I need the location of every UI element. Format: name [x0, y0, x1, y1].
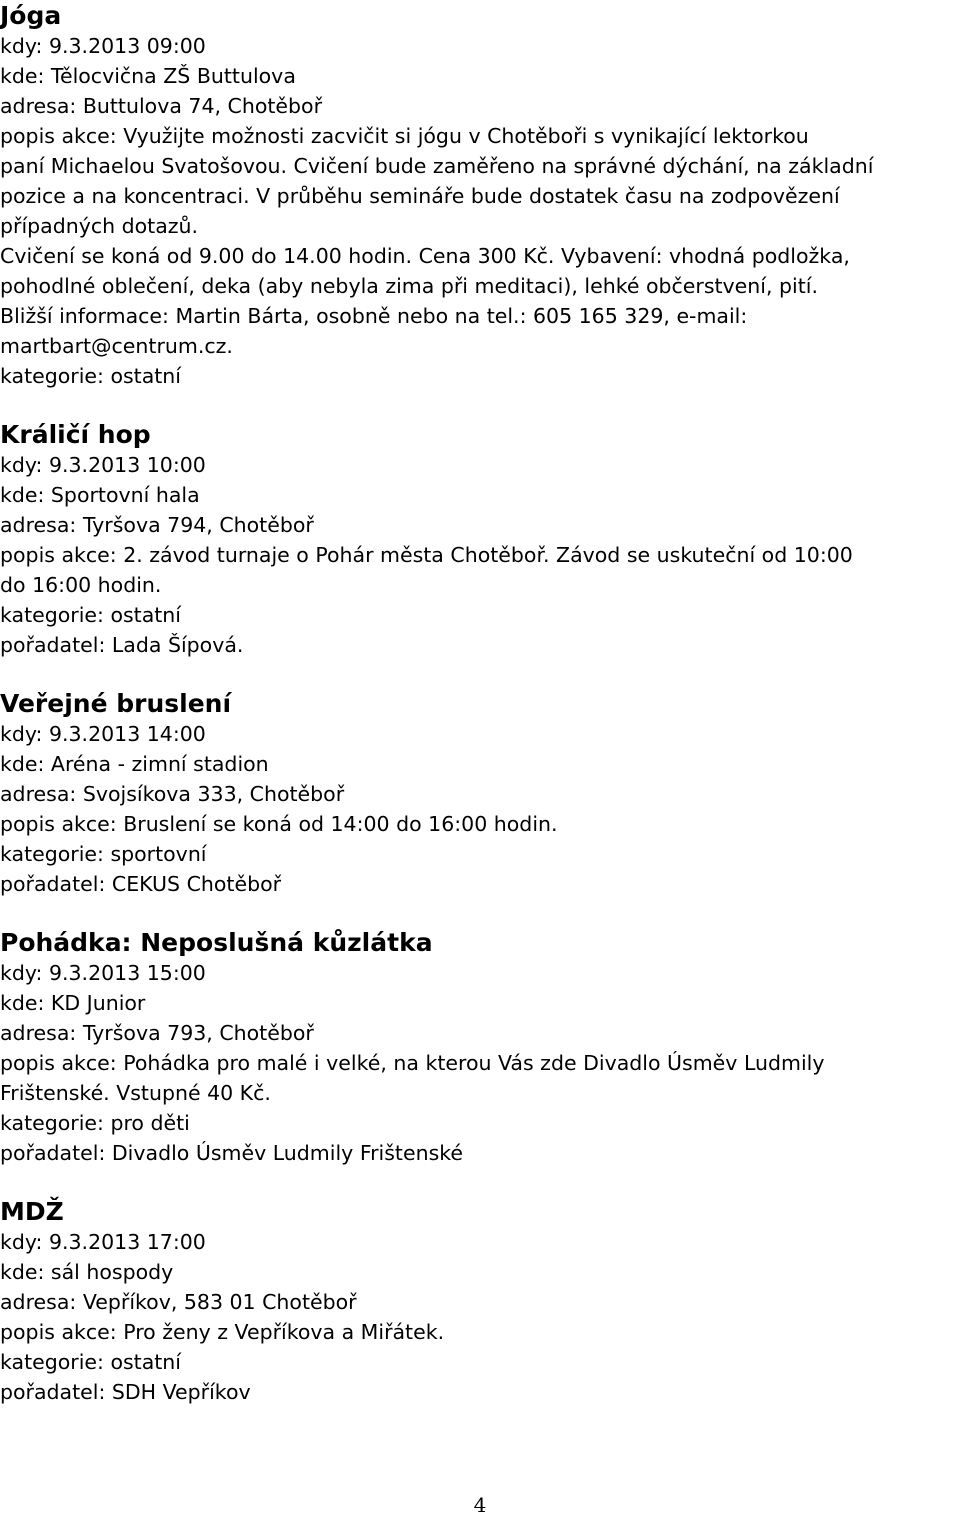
event-title: Králičí hop — [0, 420, 151, 449]
event-title: MDŽ — [0, 1197, 64, 1226]
event-title: Pohádka: Neposlušná kůzlátka — [0, 928, 433, 957]
event-description-line: paní Michaelou Svatošovou. Cvičení bude zaměřeno na správné dýchání, na základní — [0, 154, 874, 178]
event-when: kdy: 9.3.2013 10:00 — [0, 453, 206, 477]
event-description-line: Frištenské. Vstupné 40 Kč. — [0, 1081, 271, 1105]
event-rabbit-hop — [0, 419, 956, 660]
event-organizer: pořadatel: Lada Šípová. — [0, 633, 244, 657]
event-address: adresa: Tyršova 793, Chotěboř — [0, 1021, 314, 1045]
event-when: kdy: 9.3.2013 14:00 — [0, 722, 206, 746]
event-organizer: pořadatel: Divadlo Úsměv Ludmily Frištenské — [0, 1141, 464, 1165]
event-description-line: martbart@centrum.cz. — [0, 334, 233, 358]
event-description-line: do 16:00 hodin. — [0, 573, 162, 597]
event-where: kde: Sportovní hala — [0, 483, 200, 507]
event-description-line: pozice a na koncentraci. V průběhu semináře bude dostatek času na zodpovězení — [0, 184, 840, 208]
event-description-line: popis akce: 2. závod turnaje o Pohár města Chotěboř. Závod se uskuteční od 10:00 — [0, 543, 853, 567]
page-number: 4 — [473, 1493, 487, 1517]
event-title: Jóga — [0, 1, 62, 30]
event-address: adresa: Buttulova 74, Chotěboř — [0, 94, 323, 118]
event-where: kde: KD Junior — [0, 991, 146, 1015]
event-where: kde: sál hospody — [0, 1260, 174, 1284]
event-address: adresa: Svojsíkova 333, Chotěboř — [0, 782, 345, 806]
event-category: kategorie: pro děti — [0, 1111, 190, 1135]
event-category: kategorie: ostatní — [0, 364, 181, 388]
event-organizer: pořadatel: SDH Vepříkov — [0, 1380, 251, 1404]
event-yoga — [0, 0, 956, 391]
event-category: kategorie: ostatní — [0, 1350, 181, 1374]
event-address: adresa: Tyršova 794, Chotěboř — [0, 513, 314, 537]
event-description-line: popis akce: Pohádka pro malé i velké, na kterou Vás zde Divadlo Úsměv Ludmily — [0, 1051, 825, 1075]
event-title: Veřejné bruslení — [0, 689, 232, 718]
event-description-line: popis akce: Bruslení se koná od 14:00 do 16:00 hodin. — [0, 812, 558, 836]
event-category: kategorie: ostatní — [0, 603, 181, 627]
event-where: kde: Aréna - zimní stadion — [0, 752, 269, 776]
event-description-line: popis akce: Využijte možnosti zacvičit si jógu v Chotěboři s vynikající lektorkou — [0, 124, 809, 148]
event-category: kategorie: sportovní — [0, 842, 207, 866]
event-description-line: Bližší informace: Martin Bárta, osobně nebo na tel.: 605 165 329, e-mail: — [0, 304, 748, 328]
event-public-skating — [0, 688, 956, 899]
event-description-line: popis akce: Pro ženy z Vepříkova a Miřátek. — [0, 1320, 445, 1344]
event-where: kde: Tělocvična ZŠ Buttulova — [0, 64, 296, 88]
event-when: kdy: 9.3.2013 15:00 — [0, 961, 206, 985]
event-when: kdy: 9.3.2013 09:00 — [0, 34, 206, 58]
event-when: kdy: 9.3.2013 17:00 — [0, 1230, 206, 1254]
event-organizer: pořadatel: CEKUS Chotěboř — [0, 872, 282, 896]
event-description-line: Cvičení se koná od 9.00 do 14.00 hodin. Cena 300 Kč. Vybavení: vhodná podložka, — [0, 244, 850, 268]
event-womens-day — [0, 1196, 956, 1407]
event-address: adresa: Vepříkov, 583 01 Chotěboř — [0, 1290, 357, 1314]
event-description-line: případných dotazů. — [0, 214, 199, 238]
event-description-line: pohodlné oblečení, deka (aby nebyla zima při meditaci), lehké občerstvení, pití. — [0, 274, 818, 298]
event-fairy-tale — [0, 927, 956, 1168]
